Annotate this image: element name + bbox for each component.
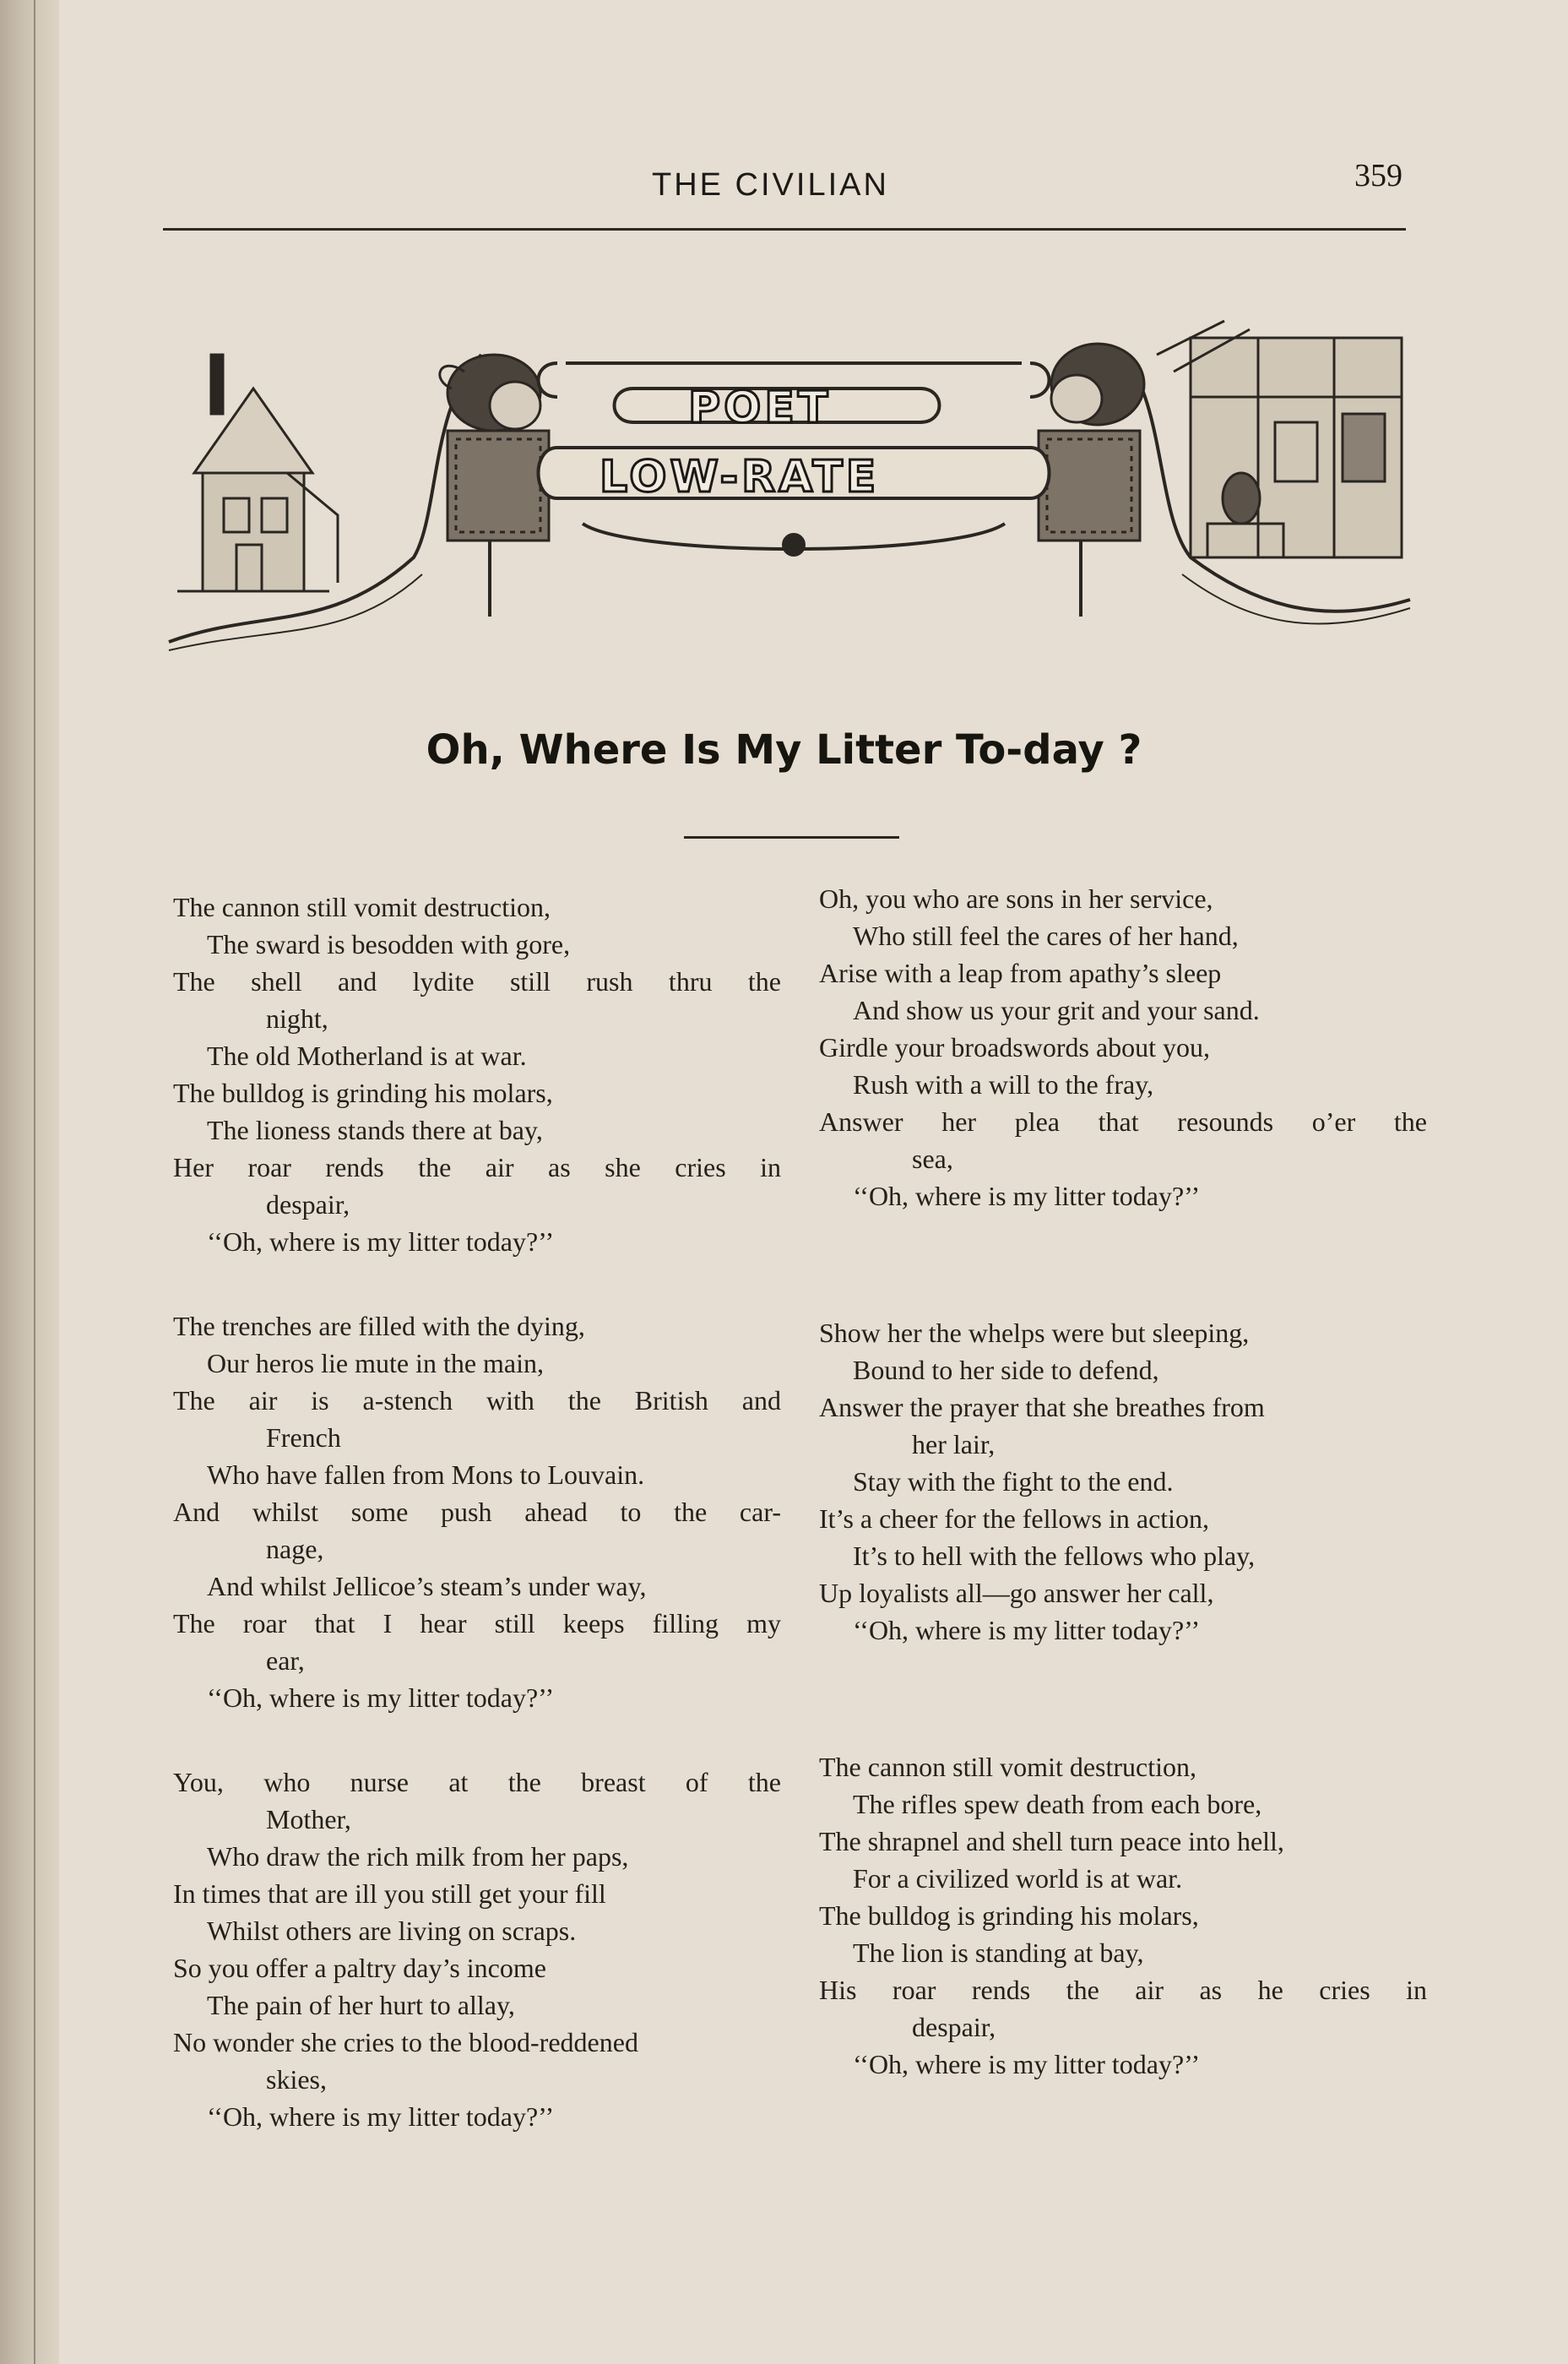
poem-line: The trenches are filled with the dying, — [173, 1311, 585, 1341]
poem-line: The roar that I hear still keeps filling my — [173, 1608, 781, 1638]
poem-line: Mother, — [266, 1804, 351, 1834]
poem-line: The sward is besodden with gore, — [207, 929, 571, 959]
poem-line: Rush with a will to the fray, — [853, 1069, 1154, 1100]
poem-line: The shrapnel and shell turn peace into hell, — [819, 1826, 1284, 1856]
poem-line: French — [266, 1422, 341, 1453]
poem-line: The air is a-stench with the British and — [173, 1385, 781, 1416]
poem-line: Who draw the rich milk from her paps, — [207, 1841, 629, 1872]
banner-line-poet: POET — [688, 383, 832, 433]
poem-line: Answer her plea that resounds o’er the — [819, 1106, 1427, 1137]
binding-crease — [34, 0, 35, 2364]
poem-line: The bulldog is grinding his molars, — [173, 1078, 553, 1108]
stanza-2 — [173, 1307, 798, 1716]
poem-line: So you offer a paltry day’s income — [173, 1953, 546, 1983]
banner-line-low-rate: LOW-RATE — [600, 452, 880, 503]
poem-line: Up loyalists all—go answer her call, — [819, 1578, 1214, 1608]
poem-line: Arise with a leap from apathy’s sleep — [819, 958, 1222, 988]
poem-right-column — [819, 880, 1435, 2083]
poem-line: It’s a cheer for the fellows in action, — [819, 1503, 1210, 1534]
poet-low-rate-banner — [160, 304, 1419, 676]
poem-line: For a civilized world is at war. — [853, 1863, 1183, 1894]
stanza-1 — [173, 889, 798, 1260]
poem-line: Who still feel the cares of her hand, — [853, 921, 1239, 951]
poem-line: ‘‘Oh, where is my litter today?’’ — [853, 2049, 1201, 2079]
poem-line: And whilst some push ahead to the car- — [173, 1497, 781, 1527]
page-gutter — [0, 0, 59, 2364]
poem-line: The old Motherland is at war. — [207, 1041, 527, 1071]
poem-line: skies, — [266, 2064, 327, 2095]
banner-illustration — [160, 304, 1419, 676]
poem-line: No wonder she cries to the blood-reddened — [173, 2027, 638, 2057]
poem-line: The cannon still vomit destruction, — [173, 892, 551, 922]
cottage-illustration — [177, 355, 338, 591]
poem-line: despair, — [912, 2012, 996, 2042]
poem-line: Our heros lie mute in the main, — [207, 1348, 545, 1378]
poem-line: Bound to her side to defend, — [853, 1355, 1159, 1385]
poem-line: It’s to hell with the fellows who play, — [853, 1541, 1256, 1571]
poem-line: ear, — [266, 1645, 305, 1676]
page-number: 359 — [1354, 158, 1403, 193]
title-rule — [684, 836, 899, 839]
poem-line: And whilst Jellicoe’s steam’s under way, — [207, 1571, 647, 1601]
running-head-title: THE CIVILIAN — [652, 167, 889, 203]
poem-line: The lion is standing at bay, — [853, 1937, 1144, 1968]
poem-line: You, who nurse at the breast of the — [173, 1767, 781, 1797]
poem-line: The lioness stands there at bay, — [207, 1115, 543, 1145]
poem-line: nage, — [266, 1534, 324, 1564]
stanza-5 — [819, 1314, 1435, 1649]
poem-line: sea, — [912, 1144, 953, 1174]
poem-left-column — [173, 889, 798, 2135]
poem-line: His roar rends the air as he cries in — [819, 1975, 1427, 2005]
stanza-6 — [819, 1748, 1435, 2083]
poem-line: ‘‘Oh, where is my litter today?’’ — [853, 1615, 1201, 1645]
poem-line: ‘‘Oh, where is my litter today?’’ — [207, 1682, 555, 1713]
poem-line: Girdle your broadswords about you, — [819, 1032, 1211, 1062]
poem-line: Whilst others are living on scraps. — [207, 1916, 577, 1946]
poem-line: The cannon still vomit destruction, — [819, 1752, 1197, 1782]
poem-line: her lair, — [912, 1429, 996, 1459]
interior-scene-illustration — [1157, 321, 1402, 557]
header-rule — [163, 228, 1406, 231]
right-bird-illustration — [1039, 344, 1144, 541]
poem-line: The shell and lydite still rush thru the — [173, 966, 781, 997]
poem-line: Stay with the fight to the end. — [853, 1466, 1174, 1497]
poem-line: Oh, you who are sons in her service, — [819, 883, 1213, 914]
poem-line: ‘‘Oh, where is my litter today?’’ — [853, 1181, 1201, 1211]
stanza-3 — [173, 1763, 798, 2135]
poem-line: Show her the whelps were but sleeping, — [819, 1318, 1250, 1348]
poem-line: despair, — [266, 1189, 350, 1220]
poem-line: Her roar rends the air as she cries in — [173, 1152, 781, 1182]
poem-line: The rifles spew death from each bore, — [853, 1789, 1262, 1819]
poem-title: Oh, Where Is My Litter To-day ? — [426, 726, 1142, 774]
poem-line: Who have fallen from Mons to Louvain. — [207, 1459, 645, 1490]
poem-line: In times that are ill you still get your fill — [173, 1878, 606, 1909]
poem-line: The pain of her hurt to allay, — [207, 1990, 515, 2020]
stanza-4 — [819, 880, 1435, 1215]
poem-line: The bulldog is grinding his molars, — [819, 1900, 1199, 1931]
left-bird-illustration — [440, 355, 549, 541]
poem-line: And show us your grit and your sand. — [853, 995, 1260, 1025]
poem-line: Answer the prayer that she breathes from — [819, 1392, 1265, 1422]
poem-line: night, — [266, 1003, 328, 1034]
poem-line: ‘‘Oh, where is my litter today?’’ — [207, 2101, 555, 2132]
poem-line: ‘‘Oh, where is my litter today?’’ — [207, 1226, 555, 1257]
